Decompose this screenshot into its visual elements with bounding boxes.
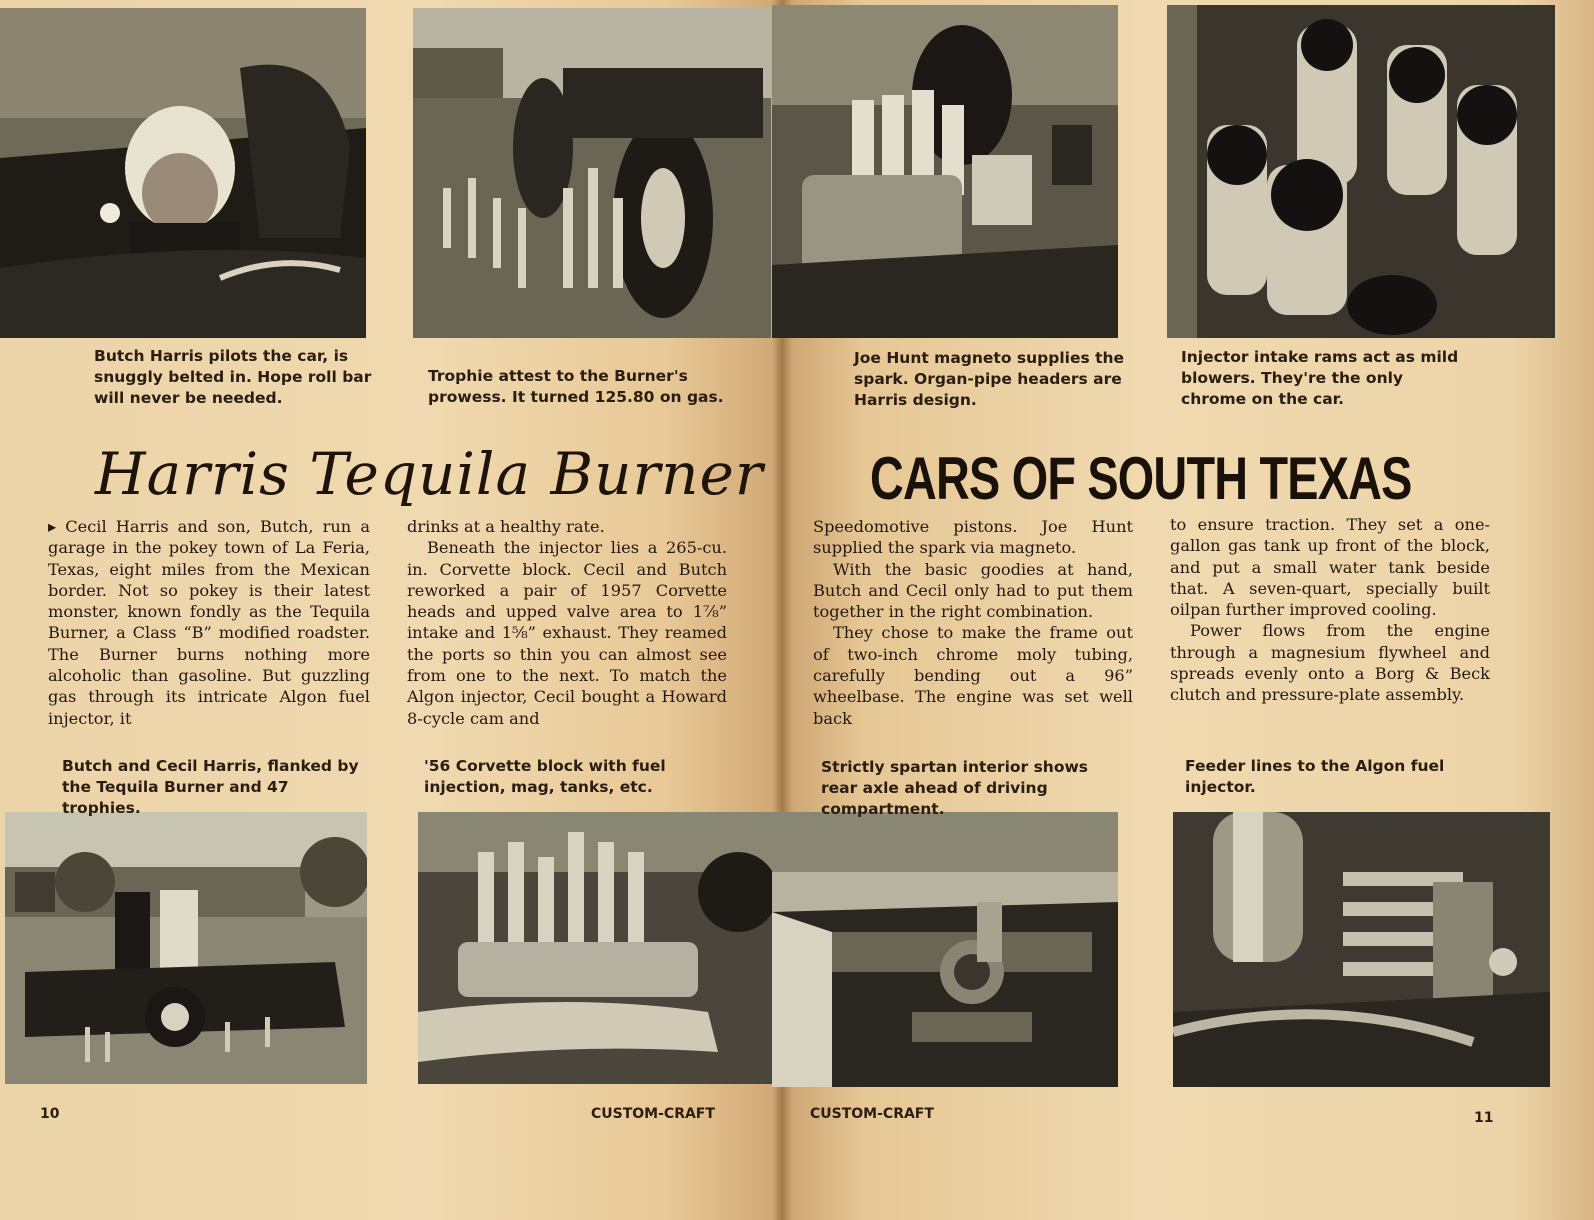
photo-harris-family-with-trophies <box>5 812 367 1084</box>
magazine-name-left: CUSTOM-CRAFT <box>591 1106 715 1122</box>
body-text: Cecil Harris and son, Butch, run a garage in the pokey town of La Feria, Texas, eight miles from the Mexican border. Not so pokey is their latest monster, known fondly as the Tequila Burner, a Class “B” modified roadster. The Burner burns nothing more alcoholic than gasoline. But guzzling gas through its intricate Algon fuel injector, it <box>48 517 370 728</box>
caption-feeder-lines: Feeder lines to the Algon fuel injector. <box>1185 757 1445 796</box>
photo-magneto-headers <box>772 5 1118 338</box>
body-paragraph: Speedomotive pistons. Joe Hunt supplied the spark via magneto. <box>813 517 1133 558</box>
article-title-left: Harris Tequila Burner <box>95 440 764 508</box>
caption-injector: Injector intake rams act as mild blowers. They're the only chrome on the car. <box>1181 348 1459 408</box>
photo-feeder-lines <box>1173 812 1550 1087</box>
caption-magneto: Joe Hunt magneto supplies the spark. Organ-pipe headers are Harris design. <box>854 349 1125 409</box>
photo-spartan-interior <box>772 812 1118 1087</box>
body-column-4 <box>1170 514 1490 706</box>
caption-corvette-block: '56 Corvette block with fuel injection, mag, tanks, etc. <box>424 757 666 796</box>
page-number-left: 10 <box>40 1106 60 1122</box>
photo-driver-in-car <box>0 8 366 338</box>
body-paragraph: to ensure traction. They set a one-gallon gas tank up front of the block, and put a small water tank beside that. A seven-quart, specially built oilpan further improved cooling. <box>1170 515 1490 620</box>
body-paragraph: drinks at a healthy rate. <box>407 517 605 536</box>
body-column-3 <box>813 516 1133 729</box>
body-column-1 <box>48 516 370 729</box>
body-paragraph: With the basic goodies at hand, Butch and Cecil only had to put them together in the right combination. <box>813 559 1133 622</box>
body-paragraph: Beneath the injector lies a 265-cu. in. Corvette block. Cecil and Butch reworked a pair of 1957 Corvette heads and upped valve area to 1⅞” intake and 1⅝” exhaust. They reamed the ports so thin you can almost see from one to the next. To match the Algon injector, Cecil bought a Howard 8-cycle cam and <box>407 538 727 728</box>
page-number-right: 11 <box>1474 1110 1494 1126</box>
bullet-arrow-icon: ▸ <box>48 517 66 536</box>
photo-trophies-and-car <box>413 8 771 338</box>
caption-interior: Strictly spartan interior shows rear axle ahead of driving compartment. <box>821 758 1089 818</box>
photo-injector-rams <box>1167 5 1555 338</box>
photo-corvette-block <box>418 812 772 1084</box>
body-column-2 <box>407 516 727 729</box>
caption-trophies: Trophie attest to the Burner's prowess. It turned 125.80 on gas. <box>428 367 724 406</box>
caption-driver: Butch Harris pilots the car, is snuggly belted in. Hope roll bar will never be needed. <box>94 347 372 407</box>
caption-family: Butch and Cecil Harris, flanked by the Tequila Burner and 47 trophies. <box>62 757 359 817</box>
article-title-right: CARS OF SOUTH TEXAS <box>870 445 1412 512</box>
body-paragraph: Power flows from the engine through a magnesium flywheel and spreads evenly onto a Borg & Beck clutch and pressure-plate assembly. <box>1170 621 1490 705</box>
magazine-name-right: CUSTOM-CRAFT <box>810 1106 934 1122</box>
body-paragraph: They chose to make the frame out of two-inch chrome moly tubing, carefully bending out a 96” wheelbase. The engine was set well back <box>813 623 1133 728</box>
